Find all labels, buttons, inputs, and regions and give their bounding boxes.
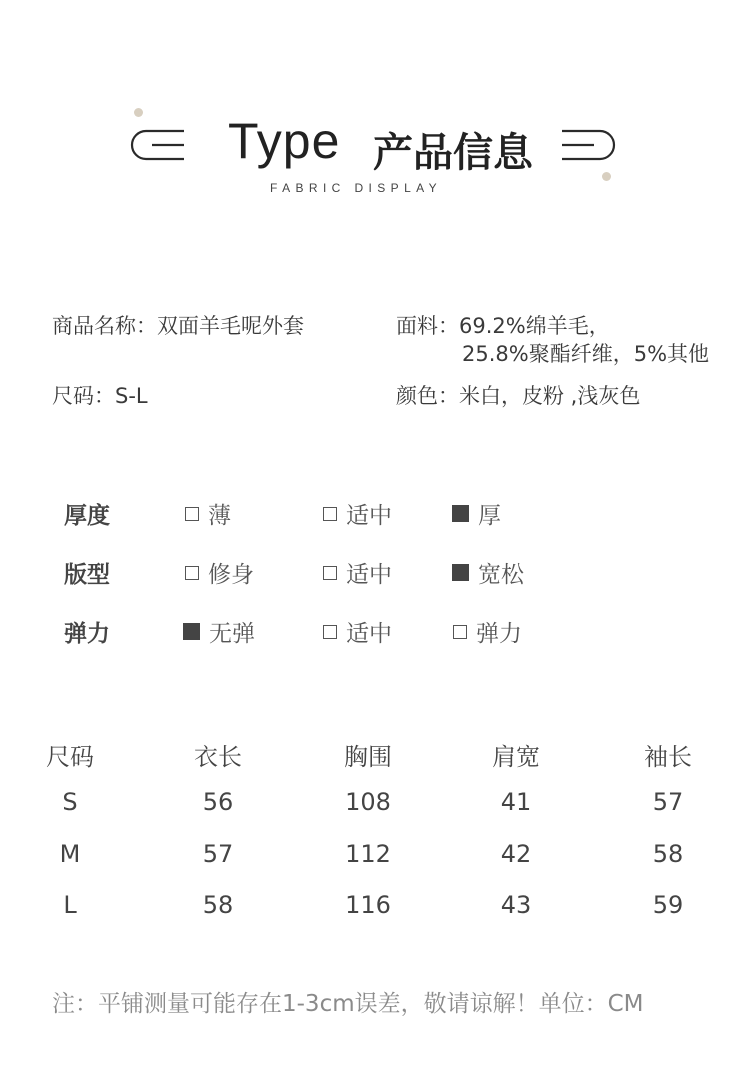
checkbox-unchecked-icon: [323, 507, 337, 521]
checkbox-unchecked-icon: [323, 566, 337, 580]
fabric-line-2: 25.8%聚酯纤维，5%其他: [462, 342, 710, 366]
option-moderate-stretch: 适中: [323, 615, 392, 648]
option-no-stretch: 无弹: [183, 615, 255, 648]
table-header: 肩宽: [492, 743, 540, 771]
colors: 颜色：米白，皮粉 ,浅灰色: [396, 384, 641, 408]
attr-label-thickness: 厚度: [64, 503, 110, 529]
accent-dot-right: [602, 172, 611, 181]
table-cell-size: S: [62, 788, 78, 816]
table-cell: 41: [500, 788, 532, 816]
table-cell: 43: [500, 891, 532, 919]
table-header: 袖长: [644, 743, 692, 771]
checkbox-unchecked-icon: [453, 625, 467, 639]
left-bracket-icon: [128, 128, 188, 162]
option-thin: 薄: [185, 497, 231, 530]
checkbox-checked-icon: [183, 623, 200, 640]
measurement-note: 注：平铺测量可能存在1-3cm误差，敬请谅解！单位：CM: [52, 991, 644, 1017]
option-slim: 修身: [185, 556, 254, 589]
table-cell: 112: [345, 840, 391, 868]
checkbox-checked-icon: [452, 505, 469, 522]
checkbox-unchecked-icon: [185, 507, 199, 521]
table-header: 衣长: [194, 743, 242, 771]
option-stretch: 弹力: [453, 615, 522, 648]
table-cell: 58: [202, 891, 234, 919]
table-cell: 57: [202, 840, 234, 868]
size-range: 尺码：S-L: [52, 384, 148, 408]
table-cell: 116: [345, 891, 391, 919]
product-name: 商品名称：双面羊毛呢外套: [52, 314, 304, 338]
table-cell-size: M: [59, 840, 81, 868]
table-cell: 57: [652, 788, 684, 816]
header: [0, 0, 750, 220]
option-medium-thickness: 适中: [323, 497, 392, 530]
option-regular-fit: 适中: [323, 556, 392, 589]
table-header: 尺码: [46, 743, 94, 771]
attr-label-elasticity: 弹力: [64, 621, 110, 647]
fabric-line-1: 面料：69.2%绵羊毛，: [396, 314, 610, 338]
subtitle: FABRIC DISPLAY: [270, 181, 443, 195]
right-bracket-icon: [560, 128, 620, 162]
checkbox-checked-icon: [452, 564, 469, 581]
option-loose: 宽松: [452, 556, 524, 589]
table-cell: 42: [500, 840, 532, 868]
table-header: 胸围: [344, 743, 392, 771]
table-cell-size: L: [63, 891, 77, 919]
title-english: Type: [228, 113, 341, 169]
table-cell: 59: [652, 891, 684, 919]
checkbox-unchecked-icon: [185, 566, 199, 580]
option-thick: 厚: [452, 497, 501, 530]
accent-dot-left: [134, 108, 143, 117]
table-cell: 56: [202, 788, 234, 816]
table-cell: 108: [345, 788, 391, 816]
checkbox-unchecked-icon: [323, 625, 337, 639]
attr-label-fit: 版型: [64, 562, 110, 588]
title-chinese: 产品信息: [373, 130, 533, 176]
table-cell: 58: [652, 840, 684, 868]
